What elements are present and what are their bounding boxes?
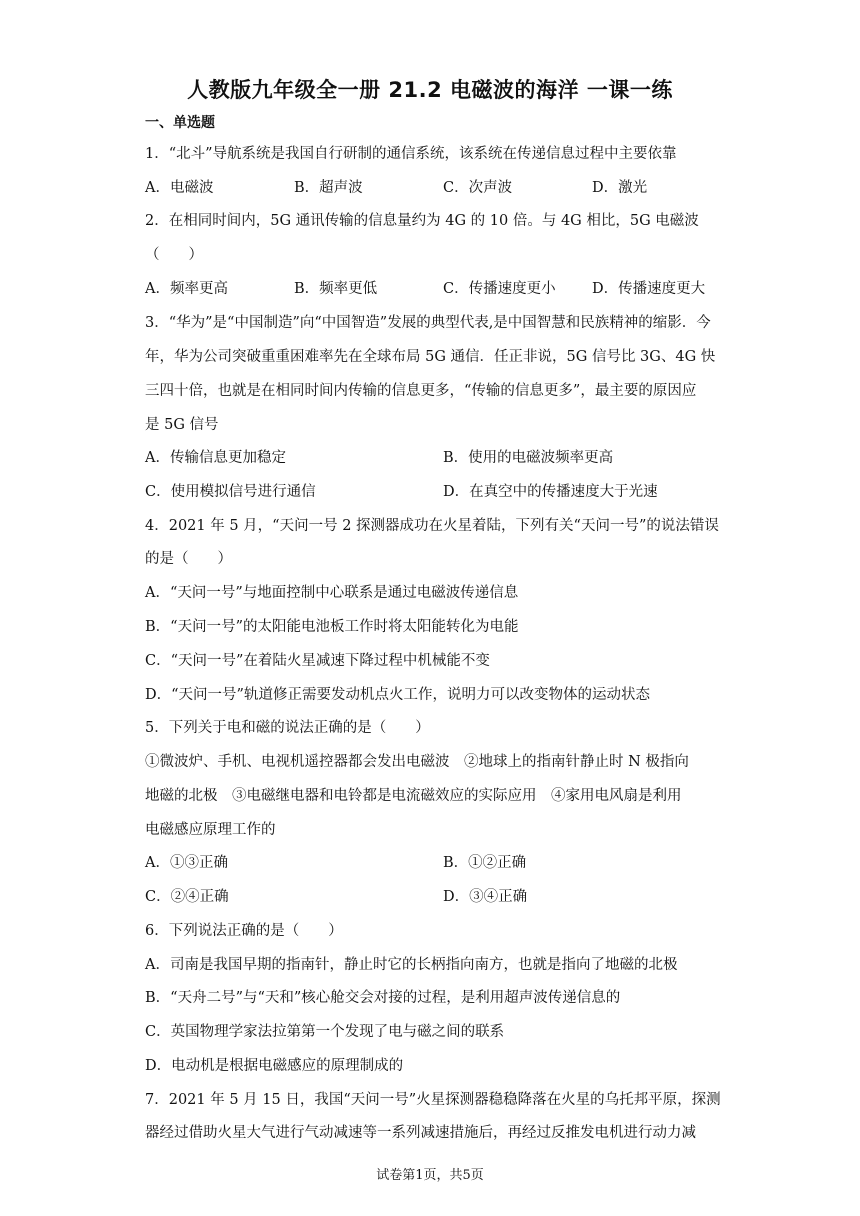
question-3-stem-line: 是 5G 信号 bbox=[145, 417, 219, 433]
question-2-option-d: D．传播速度更大 bbox=[592, 281, 706, 297]
question-4-stem-line: 4．2021 年 5 月，“天问一号 2 探测器成功在火星着陆，下列有关“天问一号”的说法错误 bbox=[145, 518, 719, 534]
question-5-option-d: D．③④正确 bbox=[443, 889, 528, 905]
question-1-option-b: B．超声波 bbox=[294, 180, 363, 196]
question-6-option-a: A．司南是我国早期的指南针，静止时它的长柄指向南方，也就是指向了地磁的北极 bbox=[145, 957, 678, 973]
question-4-option-b: B．“天问一号”的太阳能电池板工作时将太阳能转化为电能 bbox=[145, 619, 519, 635]
question-4-option-c: C．“天问一号”在着陆火星减速下降过程中机械能不变 bbox=[145, 653, 490, 669]
question-7-stem-line: 7．2021 年 5 月 15 日，我国“天问一号”火星探测器稳稳降落在火星的乌托邦平原，探测 bbox=[145, 1092, 721, 1108]
question-2-option-a: A．频率更高 bbox=[145, 281, 228, 297]
question-2-option-c: C．传播速度更小 bbox=[443, 281, 556, 297]
question-4-option-a: A．“天问一号”与地面控制中心联系是通过电磁波传递信息 bbox=[145, 585, 519, 601]
question-2-option-b: B．频率更低 bbox=[294, 281, 378, 297]
question-3-option-d: D．在真空中的传播速度大于光速 bbox=[443, 484, 658, 500]
question-6-option-d: D．电动机是根据电磁感应的原理制成的 bbox=[145, 1058, 404, 1074]
question-5-stem-line: 5．下列关于电和磁的说法正确的是（ ） bbox=[145, 720, 430, 736]
question-3-option-a: A．传输信息更加稳定 bbox=[145, 450, 286, 466]
question-3-option-b: B．使用的电磁波频率更高 bbox=[443, 450, 614, 466]
question-5-stem-line: 电磁感应原理工作的 bbox=[145, 822, 276, 838]
question-3-stem-line: 年，华为公司突破重重困难率先在全球布局 5G 通信．任正非说，5G 信号比 3G、4G 快 bbox=[145, 349, 716, 365]
question-1-option-c: C．次声波 bbox=[443, 180, 513, 196]
question-3-option-c: C．使用模拟信号进行通信 bbox=[145, 484, 316, 500]
question-6-option-c: C．英国物理学家法拉第第一个发现了电与磁之间的联系 bbox=[145, 1024, 505, 1040]
page-footer: 试卷第1页，共5页 bbox=[376, 1168, 484, 1183]
section-heading: 一、单选题 bbox=[145, 115, 215, 131]
question-1-option-d: D．激光 bbox=[592, 180, 648, 196]
question-5-option-b: B．①②正确 bbox=[443, 855, 527, 871]
question-3-stem-line: 三四十倍，也就是在相同时间内传输的信息更多，“传输的信息更多”，最主要的原因应 bbox=[145, 383, 697, 399]
question-5-stem-line: 地磁的北极 ③电磁继电器和电铃都是电流磁效应的实际应用 ④家用电风扇是利用 bbox=[145, 788, 682, 804]
page-title: 人教版九年级全一册 21.2 电磁波的海洋 一课一练 bbox=[187, 78, 673, 102]
question-3-stem-line: 3．“华为”是“中国制造”向“中国智造”发展的典型代表,是中国智慧和民族精神的缩影．今 bbox=[145, 315, 711, 331]
question-5-option-a: A．①③正确 bbox=[145, 855, 228, 871]
question-4-option-d: D．“天问一号”轨道修正需要发动机点火工作，说明力可以改变物体的运动状态 bbox=[145, 687, 650, 703]
question-6-stem: 6．下列说法正确的是（ ） bbox=[145, 923, 343, 939]
question-2-stem-line: 2．在相同时间内，5G 通讯传输的信息量约为 4G 的 10 倍。与 4G 相比，5G 电磁波 bbox=[145, 213, 699, 229]
question-1-stem: 1．“北斗”导航系统是我国自行研制的通信系统，该系统在传递信息过程中主要依靠 bbox=[145, 146, 677, 162]
question-1-option-a: A．电磁波 bbox=[145, 180, 214, 196]
question-6-option-b: B．“天舟二号”与“天和”核心舱交会对接的过程，是利用超声波传递信息的 bbox=[145, 990, 621, 1006]
question-5-stem-line: ①微波炉、手机、电视机遥控器都会发出电磁波 ②地球上的指南针静止时 N 极指向 bbox=[145, 754, 689, 770]
question-2-stem-line: （ ） bbox=[145, 247, 203, 263]
question-5-option-c: C．②④正确 bbox=[145, 889, 229, 905]
question-4-stem-line: 的是（ ） bbox=[145, 551, 232, 567]
question-7-stem-line: 器经过借助火星大气进行气动减速等一系列减速措施后，再经过反推发电机进行动力减 bbox=[145, 1125, 696, 1141]
